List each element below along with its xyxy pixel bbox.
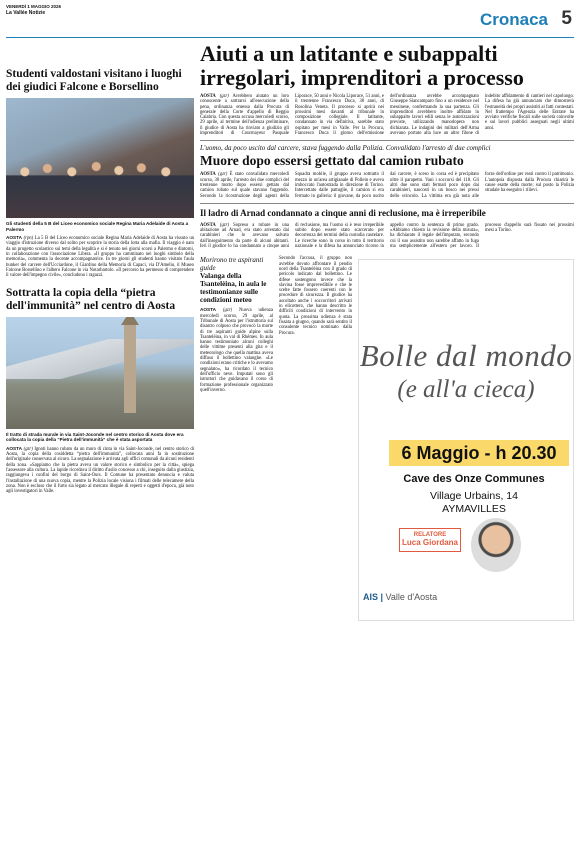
truck-kicker: L'uomo, da poco uscito dal carcere, stava fuggendo dalla Polizia. Convalidato l'arresto di due complici [200, 144, 491, 153]
right-column [200, 42, 574, 623]
avalanche-article-cont [279, 253, 352, 335]
page-number: 5 [561, 8, 572, 29]
avalanche-body: AOSTA (gzr) Nuova udienza mercoledì scorso, 29 aprile, al Tribunale di Aosta per l'istruttoria sul disastro colposo che provocò la morte di tre aspiranti guide alpine sulla Tsantelèina, in val di Rhêmes. In aula hanno testimoniato alcuni colleghi delle vittime presenti alla gita e il meteorologo che quella mattina aveva diffuso il bollettino valanghe. «Le condizioni erano critiche e lo avevamo segnalato», ha ricordato il tecnico dell'ufficio neve. Imputati sono gli istruttori che guidavano il corso di formazione professionale organizzato quell'inverno. [200, 307, 274, 393]
street-photo-caption: Il tratto di strada murale in via Saint-Joconde nel centro storico di Aosta dove era collocata la copia della “Pietra dell'immunità” che è stata asportata [6, 431, 184, 443]
avalanche-headline: Valanga della Tsantelèina, in aula le testimonianze sulle condizioni meteo [200, 272, 267, 305]
speaker-photo [471, 518, 521, 572]
avalanche-kicker: Morirono tre aspiranti guide [200, 256, 264, 273]
issue-date: VENERDÌ 1 MAGGIO 2026 [6, 4, 62, 9]
students-article-body: AOSTA (rpn) La 5 B del Liceo economico sociale Regina Maria Adelaide di Aosta ha vissuto un viaggio d'istruzione diverso dal solito per scoprire la storia della lotta alla mafia. Il viaggio è nato da un progetto scolastico sui temi della legalità e si è tenuto nei giorni scorsi a Palermo e dintorni, in collaborazione con l'associazione Libera. «Il gruppo ha camminato nei luoghi simbolo della memoria», commenta la docente accompagnatrice. In tre giorni gli studenti hanno visitato l'aula bunker del carcere dell'Ucciardone, il Giardino della Memoria di Capaci, via D'Amelio, il Museo Falcone Borsellino e l'albero Falcone in via Notarbartolo. «Il percorso ha permesso di comprendere il valore dell'impegno civile», concludono i ragazzi. [6, 235, 195, 279]
ad-relatore: RELATORE Luca Giordana [399, 528, 461, 552]
ad-address: Village Urbains, 14 AYMAVILLES [430, 490, 518, 516]
main-headline: Aiuti a un latitante e subappalti irregolari, imprenditori a processo [200, 41, 524, 90]
avalanche-article [200, 253, 273, 393]
ad-venue: Cave des Onze Communes [403, 473, 545, 486]
left-column [6, 42, 194, 494]
paper-name: La Vallée Notizie [6, 10, 46, 16]
article-headline-students: Studenti valdostani visitano i luoghi dei giudici Falcone e Borsellino [6, 68, 182, 93]
ais-logo: AIS | Valle d'Aosta [363, 592, 438, 603]
truck-article-body: AOSTA (gzr) È stato convalidato mercoledì scorso, 30 aprile, l'arresto dei due complici del trentenne morto dopo essersi gettato dal camion rubato sul quale stavano fuggendo. Secondo la ricostruzione degli agenti della Squadra mobile, il gruppo aveva sottratto il mezzo in un'area artigianale di Pollein e aveva imboccato l'autostrada in direzione di Torino. Intercettato dalle pattuglie, il camion si era fermato in galleria: il giovane, da poco uscito dal carcere, è sceso in corsa ed è precipitato oltre il parapetto. Vani i soccorsi del 118. Gli altri due sono stati fermati poco dopo dai carabinieri, nascosti in un bosco nei pressi dello svincolo. La vittima era già nota alle forze dell'ordine per reati contro il patrimonio. L'autopsia disposta dalla Procura chiarirà le cause esatte della morte; sul posto la Polizia stradale ha eseguito i rilievi. [200, 172, 574, 199]
students-photo-caption: Gli studenti della 5 B del Liceo economico sociale Regina Maria Adelaide di Aosta a Palermo [6, 221, 189, 232]
avalanche-body-cont: Secondo l'accusa, il gruppo non avrebbe dovuto affrontare il pendio nord della Tsantelèina con il grado di pericolo indicato dal bollettino. Le difese sostengono invece che la slavina fosse imprevedibile e che le scelte fatte fossero coerenti con le procedure di sicurezza. Il giudice ha ascoltato anche i soccorritori arrivati in elicottero, che hanno descritto le difficili condizioni di intervento in quota. La prossima udienza è stata fissata a giugno, quando sarà sentito il consulente tecnico nominato dalla Procura. [279, 256, 352, 336]
stone-article-body: AOSTA (gzr) Ignoti hanno rubato da un muro di cinta in via Saint-Joconde, nel centro storico di Aosta, la copia della cosiddetta “pietra dell'immunità”, collocata anni fa in sostituzione dell'originale conservata al sicuro. La segnalazione è arrivata agli uffici comunali da alcuni residenti della zona. «Sappiamo che la pietra aveva un valore storico e simbolico per la città», spiega l'assessore alla cultura. La lapide ricordava il diritto d'asilo concesso a chi, inseguito dalla giustizia, raggiungeva i confini del borgo di Saint-Ours. Il Comune ha presentato denuncia e valuta l'installazione di una nuova copia, mentre la Polizia locale visiona i filmati delle telecamere della zona. Non è escluso che il furto sia legato al mercato illegale di reperti e oggetti d'epoca, già noto agli investigatori in Valle. [6, 445, 194, 495]
ad-date-time: 6 Maggio - h 20.30 [389, 440, 569, 466]
masthead [6, 4, 574, 38]
street-photo [6, 317, 194, 429]
section-title: Cronaca [479, 10, 548, 29]
main-article-body: AOSTA (gzr) Avrebbero aiutato un loro conoscente a sottrarsi all'esecuzione della pena, ordinanza emessa dalla Procura di generale della Corte d'appello di Reggio Calabria. Con questa accusa mercoledì scorso, 29 aprile, al termine dell'udienza preliminare, il giudice di Aosta ha rinviato a giudizio gli imprenditori di Courmayeur Pasquale Liporace, 50 anni e Nicola Liporace, 51 anni, e il trentenne Francesco Duca, 38 anni, di Rosolina Veneta. Il processo si aprirà nei prossimi mesi davanti al tribunale in composizione collegiale. Il latitante, condannato in via definitiva, sarebbe stato ospitato per mesi in Valle. Per la Procura, Francesco Duca il giorno dell'emissione dell'ordinanza avrebbe accompagnato Giuseppe Siancamparo fino a un residence nel messinese, confermando la sua partenza. Gli imprenditori avrebbero inoltre affidato in subappalto lavori edili senza le autorizzazioni previste, utilizzando manodopera non dichiarata. Le indagini dei militari dell'Arma avevano portato alla luce un altro filone di indebito affidamento di cantieri nel capoluogo. La difesa ha già annunciato che dimostrerà l'estraneità dei propri assistiti ai fatti contestati. Nel frattempo l'Agenzia delle Entrate ha avviato verifiche fiscali sulle società coinvolte e sui lavori pubblici assegnati negli ultimi anni. [200, 94, 574, 137]
thief-article-body: AOSTA (gzr) Sopreso a rubare in una abitazione ad Arnad, era stato arrestato dai carabinieri che lo avevano salvato dall'inseguimento da parte di alcuni abitanti. Ieri il giudice lo ha condannato a cinque anni di reclusione, ma l'uomo si è reso irreperibile subito dopo essere stato scarcerato per decorrenza dei termini della custodia cautelare. Le ricerche sono in corso in tutto il territorio nazionale e la difesa ha annunciato ricorso in appello contro la sentenza di primo grado. «Abbiamo chiesto la revisione della misura», ha dichiarato il legale dell'imputato, secondo cui il suo assistito non sarebbe affatto in fuga ma semplicemente all'estero per lavoro. Il processo d'appello sarà fissato nei prossimi mesi a Torino. [200, 222, 574, 250]
bottom-row [200, 253, 574, 623]
students-photo [6, 98, 194, 218]
wine-event-ad[interactable] [358, 259, 574, 621]
article-headline-stone: Sottratta la copia della “pietra dell'immunità” nel centro di Aosta [6, 286, 176, 312]
thief-headline: Il ladro di Arnad condannato a cinque anni di reclusione, ma è irreperibile [200, 207, 486, 218]
ad-subtitle: (e all'a cieca) [397, 376, 535, 404]
truck-headline: Muore dopo essersi gettato dal camion rubato [200, 153, 464, 169]
ad-title: Bolle dal mondo [359, 338, 573, 374]
